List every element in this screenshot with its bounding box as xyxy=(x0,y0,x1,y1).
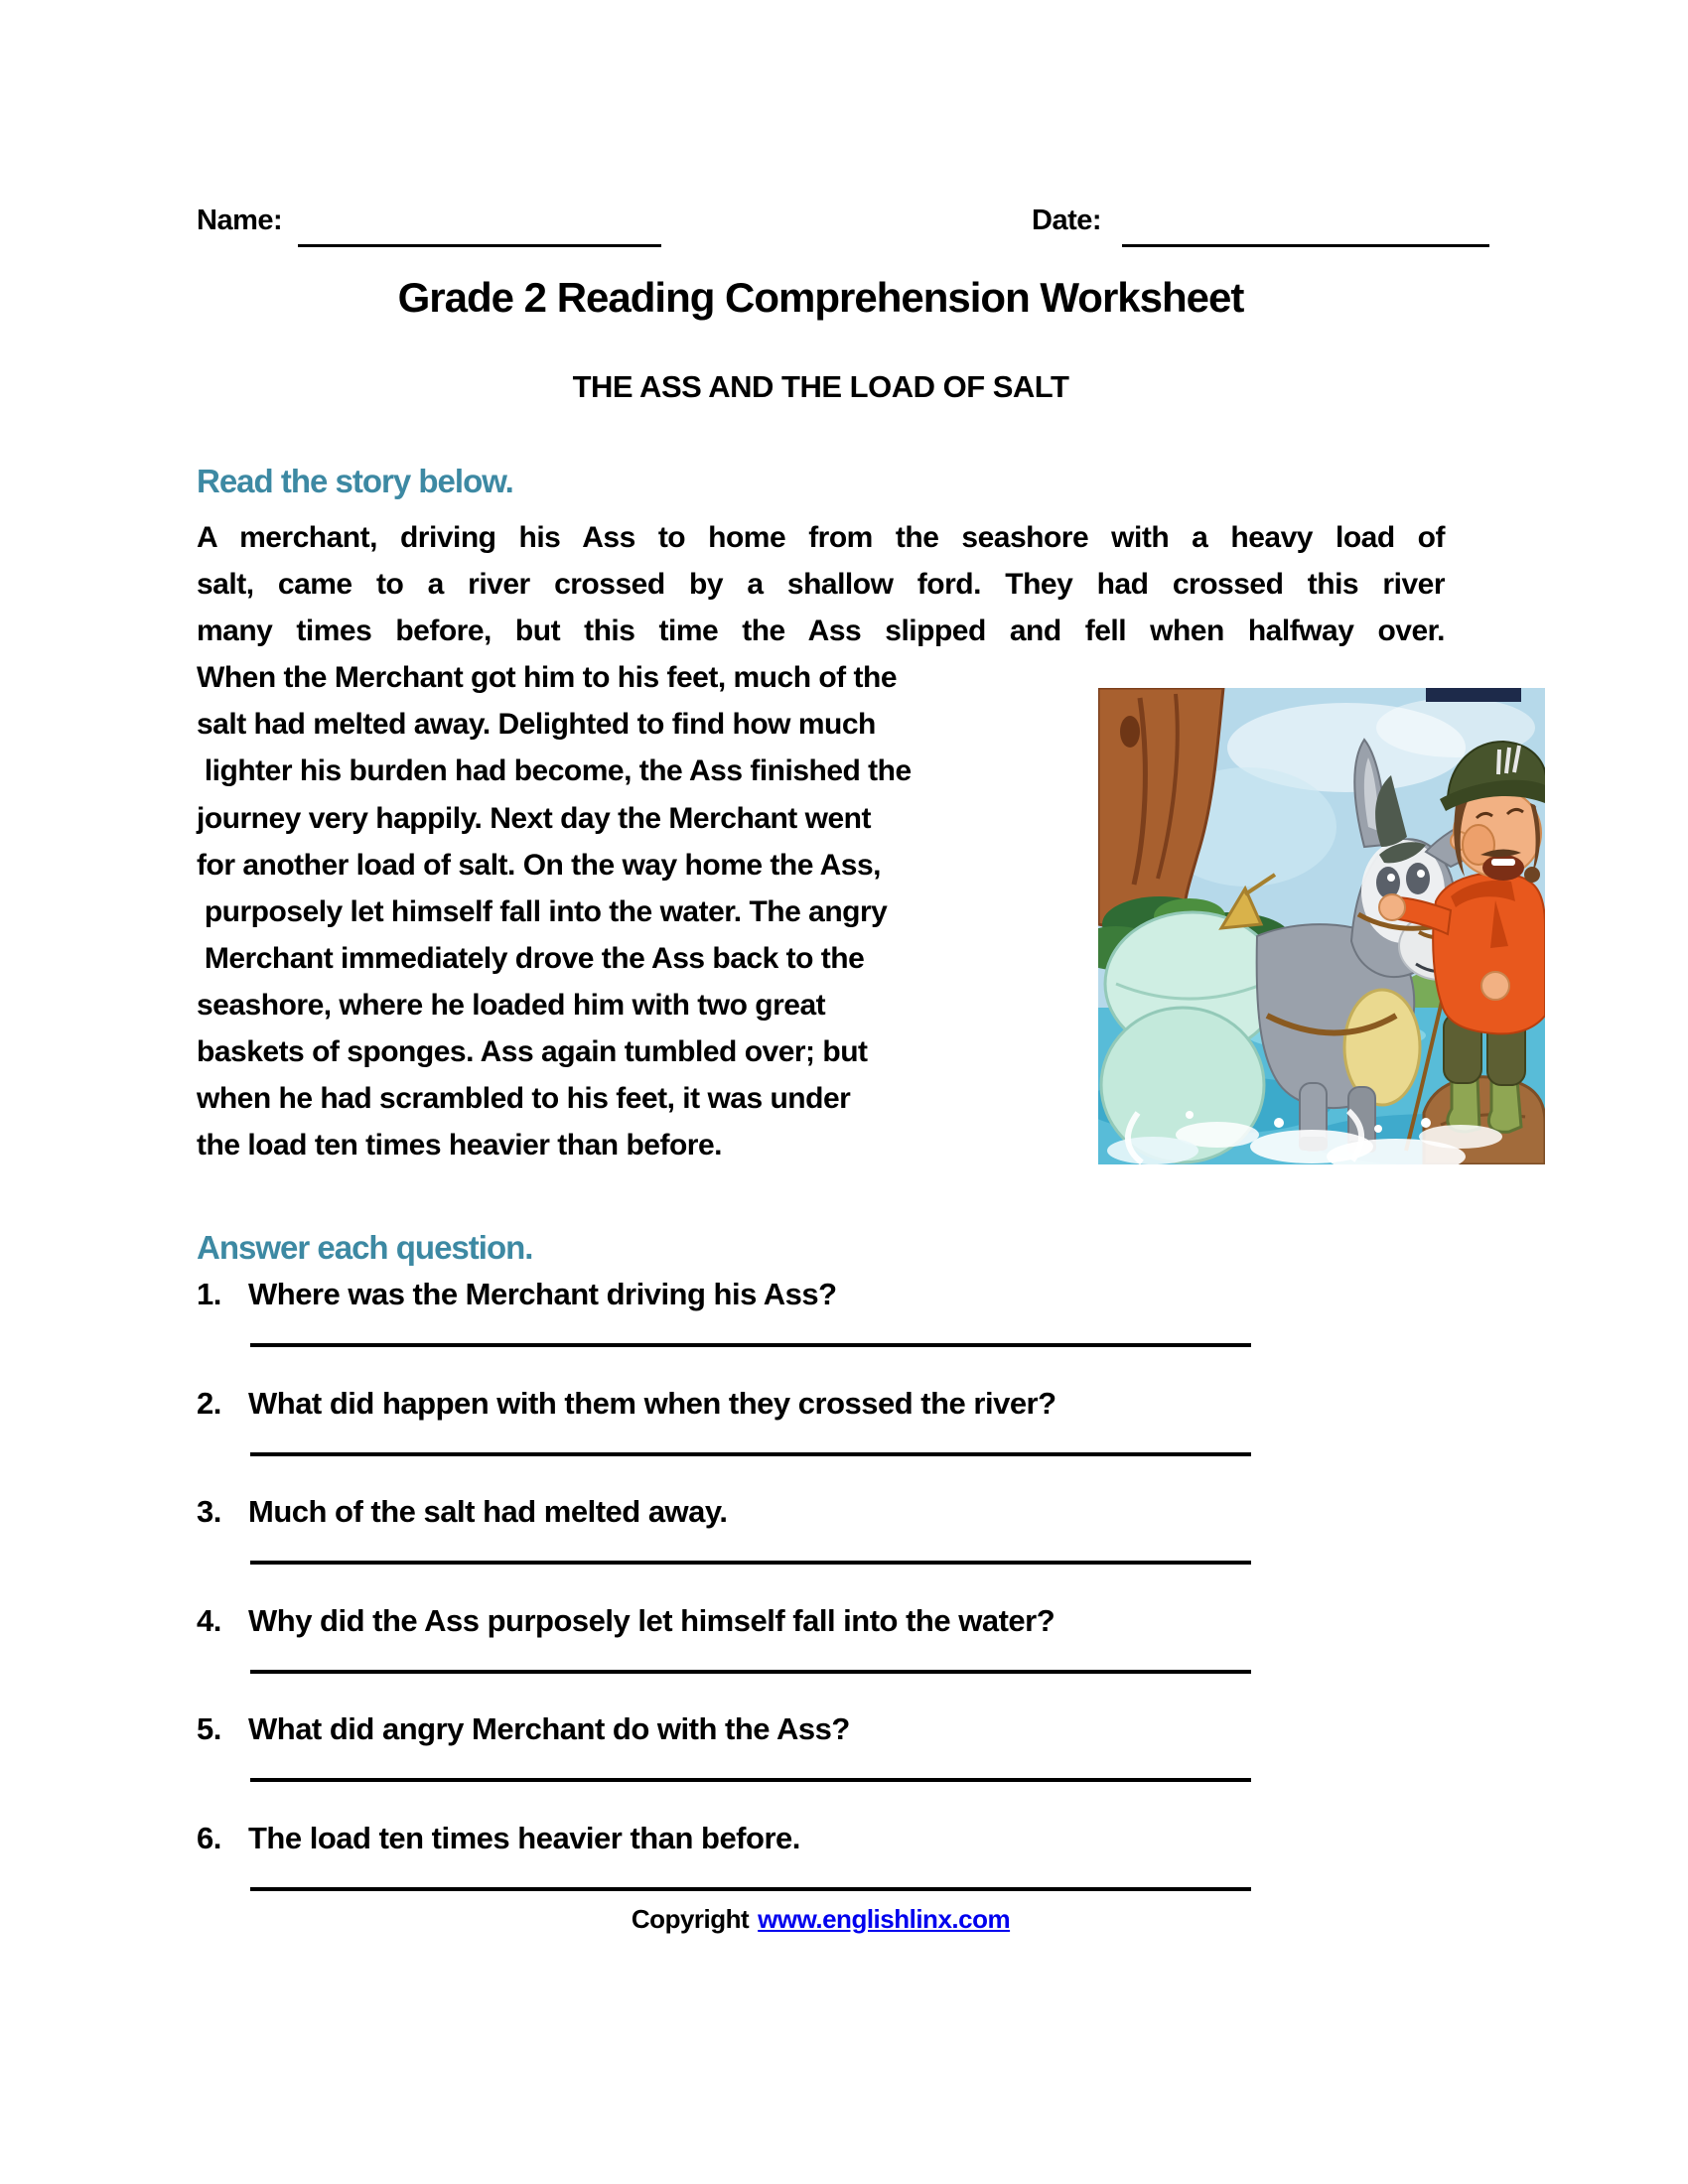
copyright-label: Copyright xyxy=(631,1904,750,1934)
answer-blank-line[interactable] xyxy=(250,1778,1251,1782)
question-item xyxy=(197,1603,1445,1712)
question-text: Where was the Merchant driving his Ass? xyxy=(248,1277,837,1311)
story-line: purposely let himself fall into the water. The angry xyxy=(197,894,888,928)
question-item xyxy=(197,1711,1445,1821)
date-label: Date: xyxy=(1032,205,1102,236)
question-text: The load ten times heavier than before. xyxy=(248,1820,800,1855)
story-line: baskets of sponges. Ass again tumbled over; but xyxy=(197,1035,868,1069)
story-line: A merchant, driving his Ass to home from the seashore with a heavy load of xyxy=(197,521,1445,554)
answer-blank-line[interactable] xyxy=(250,1343,1251,1347)
copyright-link[interactable]: www.englishlinx.com xyxy=(758,1904,1011,1934)
story-line: When the Merchant got him to his feet, much of the xyxy=(197,661,898,695)
name-input-line[interactable] xyxy=(298,244,661,247)
worksheet-title: Grade 2 Reading Comprehension Worksheet xyxy=(397,274,1244,321)
answer-blank-line[interactable] xyxy=(250,1670,1251,1674)
answer-blank-line[interactable] xyxy=(250,1887,1251,1891)
question-number: 5. xyxy=(197,1711,221,1746)
question-text: Much of the salt had melted away. xyxy=(248,1494,728,1529)
question-number: 6. xyxy=(197,1820,221,1855)
question-text: Why did the Ass purposely let himself fall into the water? xyxy=(248,1602,1055,1638)
question-number: 1. xyxy=(197,1277,221,1311)
date-field xyxy=(1032,205,1489,237)
question-text: What did angry Merchant do with the Ass? xyxy=(248,1711,850,1746)
question-text: What did happen with them when they crossed the river? xyxy=(248,1385,1056,1421)
question-item xyxy=(197,1386,1445,1495)
date-input-line[interactable] xyxy=(1122,244,1489,247)
story-line: when he had scrambled to his feet, it was under xyxy=(197,1082,851,1116)
story-line: lighter his burden had become, the Ass finished the xyxy=(197,754,912,788)
story-line: for another load of salt. On the way home the Ass, xyxy=(197,848,881,882)
story-line: seashore, where he loaded him with two great xyxy=(197,988,826,1022)
question-number: 3. xyxy=(197,1494,221,1529)
name-label: Name: xyxy=(197,205,283,236)
story-line: journey very happily. Next day the Merchant went xyxy=(197,801,871,835)
story-line: salt, came to a river crossed by a shallow ford. They had crossed this river xyxy=(197,568,1445,602)
story-line: Merchant immediately drove the Ass back to the xyxy=(197,941,865,975)
story-illustration xyxy=(1098,688,1545,1164)
question-item xyxy=(197,1494,1445,1603)
question-item xyxy=(197,1277,1445,1386)
answer-questions-heading: Answer each question. xyxy=(197,1229,533,1266)
story-line: the load ten times heavier than before. xyxy=(197,1129,722,1162)
story-line: many times before, but this time the Ass slipped and fell when halfway over. xyxy=(197,614,1445,648)
questions-list xyxy=(197,1277,1445,1929)
story-title: THE ASS AND THE LOAD OF SALT xyxy=(572,369,1069,404)
answer-blank-line[interactable] xyxy=(250,1452,1251,1456)
question-number: 2. xyxy=(197,1385,221,1421)
story-line: salt had melted away. Delighted to find how much xyxy=(197,708,876,742)
answer-blank-line[interactable] xyxy=(250,1561,1251,1565)
name-field xyxy=(197,205,663,237)
read-story-heading: Read the story below. xyxy=(197,463,513,499)
question-number: 4. xyxy=(197,1602,221,1638)
copyright-line xyxy=(197,1904,1445,1935)
